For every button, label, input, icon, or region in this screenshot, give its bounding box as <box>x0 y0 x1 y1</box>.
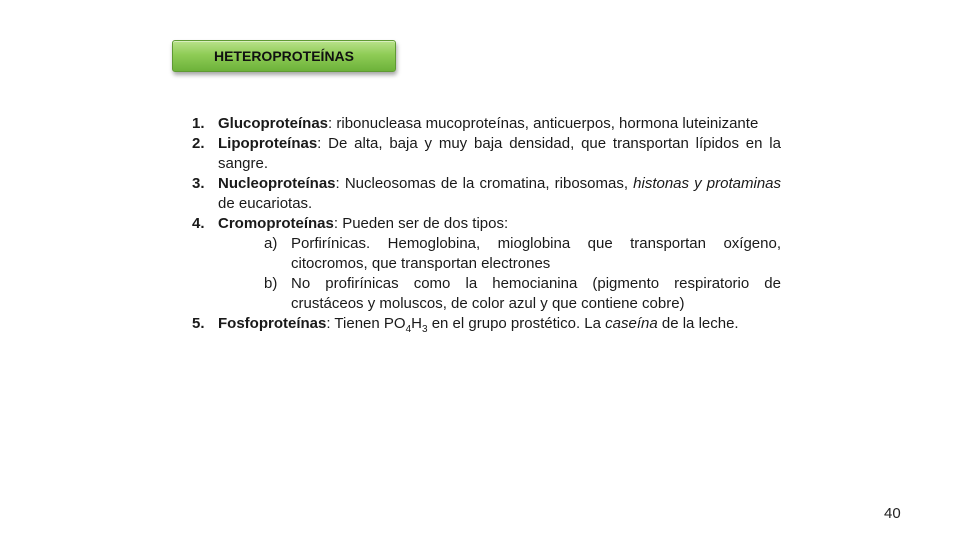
page-number: 40 <box>884 505 901 522</box>
list-item-4 <box>192 214 781 234</box>
sub-item-mark: a) <box>264 235 278 252</box>
formula-part: H <box>411 315 422 332</box>
item-text-end: de eucariotas. <box>218 195 313 212</box>
list-item-2 <box>192 134 781 174</box>
title-text: HETEROPROTEÍNAS <box>213 48 354 64</box>
subscript: 3 <box>421 324 428 335</box>
item-number: 5. <box>192 315 205 332</box>
item-number: 3. <box>192 175 205 192</box>
item-number: 2. <box>192 135 205 152</box>
item-text-mid: en el grupo prostético. La <box>427 315 606 332</box>
item-term: Glucoproteínas <box>218 115 329 132</box>
item-text: : Nucleosomas de la cromatina, ribosomas, <box>335 175 634 192</box>
protein-list <box>192 114 781 334</box>
item-italic: caseína <box>605 315 658 332</box>
item-text: : Tienen PO <box>326 315 406 332</box>
item-term: Cromoproteínas <box>218 215 334 232</box>
list-item-1 <box>192 114 781 134</box>
item-term: Lipoproteínas <box>218 135 318 152</box>
list-item-5 <box>192 314 781 334</box>
item-number: 4. <box>192 215 205 232</box>
item-text: : De alta, baja y muy baja densidad, que transportan lípidos en la sangre. <box>218 135 781 172</box>
item-italic: histonas y protaminas <box>633 175 782 192</box>
item-text-end: de la leche. <box>657 315 739 332</box>
item-text: : Pueden ser de dos tipos: <box>333 215 509 232</box>
sub-item-text: No profirínicas como la hemocianina (pigmento respiratorio de crustáceos y moluscos, de color azul y que contiene cobre) <box>291 275 781 312</box>
list-item-3 <box>192 174 781 214</box>
sub-item-a <box>264 234 781 274</box>
item-term: Fosfoproteínas <box>218 315 327 332</box>
item-number: 1. <box>192 115 205 132</box>
subscript: 4 <box>405 324 412 335</box>
sub-item-b <box>264 274 781 314</box>
sub-item-mark: b) <box>264 275 278 292</box>
title-banner <box>172 40 396 72</box>
item-term: Nucleoproteínas <box>218 175 336 192</box>
sub-item-text: Porfirínicas. Hemoglobina, mioglobina que transportan oxígeno, citocromos, que transportan electrones <box>291 235 781 272</box>
item-text: : ribonucleasa mucoproteínas, anticuerpos, hormona luteinizante <box>328 115 759 132</box>
